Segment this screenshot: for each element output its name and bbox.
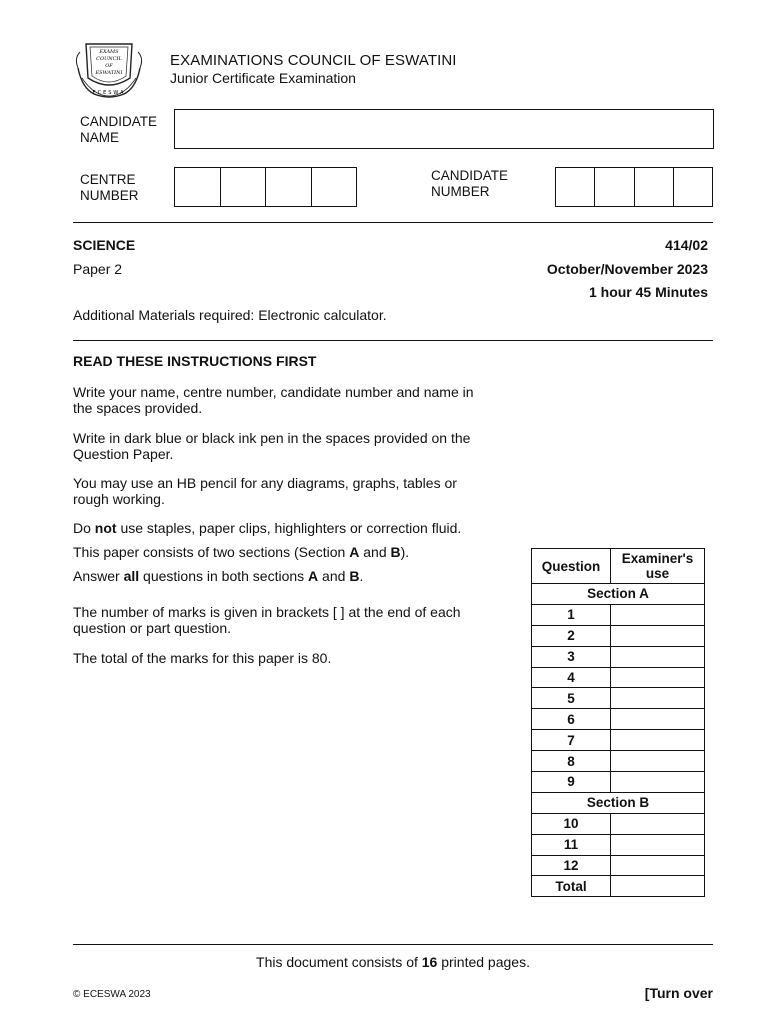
page-count: This document consists of 16 printed pages.	[256, 954, 530, 970]
question-number: 10	[532, 813, 611, 834]
centre-number-field[interactable]	[174, 167, 357, 207]
digit-cell[interactable]	[556, 168, 595, 206]
instruction-paragraph: Answer all questions in both sections A and B.	[73, 568, 364, 584]
instruction-paragraph: Do not use staples, paper clips, highlighters or correction fluid.	[73, 520, 462, 536]
table-row	[532, 604, 705, 625]
mark-cell[interactable]	[611, 709, 705, 730]
instruction-paragraph: Write in dark blue or black ink pen in the spaces provided on the Question Paper.	[73, 430, 471, 462]
table-row	[532, 751, 705, 772]
exam-duration: 1 hour 45 Minutes	[588, 284, 708, 300]
exam-name: Junior Certificate Examination	[170, 70, 356, 86]
table-row	[532, 688, 705, 709]
paper-number: Paper 2	[73, 261, 123, 277]
digit-cell[interactable]	[595, 168, 634, 206]
logo-text-line: OF	[105, 63, 113, 69]
question-number: 6	[532, 709, 611, 730]
copyright: © ECESWA 2023	[73, 989, 151, 1000]
examiners-use-table	[531, 548, 705, 897]
question-number: 11	[532, 834, 611, 855]
digit-cell[interactable]	[312, 168, 357, 206]
candidate-name-field[interactable]	[174, 109, 714, 149]
column-header-question: Question	[532, 549, 611, 584]
question-number: 1	[532, 604, 611, 625]
exam-session: October/November 2023	[546, 261, 708, 277]
mark-cell[interactable]	[611, 730, 705, 751]
section-a-header: Section A	[532, 584, 705, 605]
table-row	[532, 834, 705, 855]
additional-materials: Additional Materials required: Electronic calculator.	[73, 307, 387, 323]
mark-cell[interactable]	[611, 688, 705, 709]
mark-cell[interactable]	[611, 855, 705, 876]
question-number: 3	[532, 646, 611, 667]
divider	[73, 340, 713, 341]
divider	[73, 944, 713, 945]
table-row	[532, 792, 705, 813]
section-b-header: Section B	[532, 792, 705, 813]
question-number: 4	[532, 667, 611, 688]
turn-over-label: [Turn over	[644, 985, 713, 1001]
question-number: 9	[532, 772, 611, 793]
digit-cell[interactable]	[674, 168, 712, 206]
mark-cell[interactable]	[611, 772, 705, 793]
eceswa-logo-icon	[74, 38, 144, 102]
total-label: Total	[532, 876, 611, 897]
logo-banner-text: ECESWA	[92, 90, 126, 96]
question-number: 7	[532, 730, 611, 751]
table-row	[532, 549, 705, 584]
instruction-paragraph: The number of marks is given in brackets [ ] at the end of each question or part question.	[73, 604, 461, 636]
table-row	[532, 876, 705, 897]
table-row	[532, 667, 705, 688]
instruction-paragraph: This paper consists of two sections (Section A and B).	[73, 544, 410, 560]
table-row	[532, 584, 705, 605]
column-header-examiners-use: Examiner's use	[611, 549, 705, 584]
mark-cell[interactable]	[611, 646, 705, 667]
digit-cell[interactable]	[635, 168, 674, 206]
mark-cell[interactable]	[611, 625, 705, 646]
mark-cell[interactable]	[611, 667, 705, 688]
digit-cell[interactable]	[221, 168, 267, 206]
logo-text-line: COUNCIL	[96, 56, 122, 62]
subject-title: SCIENCE	[73, 237, 136, 253]
question-number: 5	[532, 688, 611, 709]
question-number: 8	[532, 751, 611, 772]
question-number: 2	[532, 625, 611, 646]
mark-cell[interactable]	[611, 604, 705, 625]
instruction-paragraph: You may use an HB pencil for any diagrams, graphs, tables or rough working.	[73, 475, 457, 507]
instructions-heading: READ THESE INSTRUCTIONS FIRST	[73, 353, 317, 369]
candidate-name-label: CANDIDATE NAME	[80, 114, 158, 145]
question-number: 12	[532, 855, 611, 876]
digit-cell[interactable]	[175, 168, 221, 206]
table-row	[532, 813, 705, 834]
table-row	[532, 730, 705, 751]
table-row	[532, 646, 705, 667]
divider	[73, 222, 713, 223]
centre-number-label: CENTRE NUMBER	[80, 172, 139, 203]
mark-cell[interactable]	[611, 834, 705, 855]
mark-cell[interactable]	[611, 751, 705, 772]
candidate-number-field[interactable]	[555, 167, 713, 207]
table-row	[532, 709, 705, 730]
instruction-paragraph: The total of the marks for this paper is 80.	[73, 650, 332, 666]
logo-text-line: ESWATINI	[95, 70, 123, 76]
paper-code: 414/02	[665, 237, 708, 253]
mark-cell[interactable]	[611, 813, 705, 834]
instruction-paragraph: Write your name, centre number, candidate number and name in the spaces provided.	[73, 384, 474, 416]
table-row	[532, 855, 705, 876]
logo-text-line: EXAMS	[99, 49, 119, 55]
table-row	[532, 772, 705, 793]
table-row	[532, 625, 705, 646]
total-mark-cell[interactable]	[611, 876, 705, 897]
digit-cell[interactable]	[266, 168, 312, 206]
candidate-number-label: CANDIDATE NUMBER	[431, 168, 509, 199]
council-name: EXAMINATIONS COUNCIL OF ESWATINI	[170, 52, 457, 69]
